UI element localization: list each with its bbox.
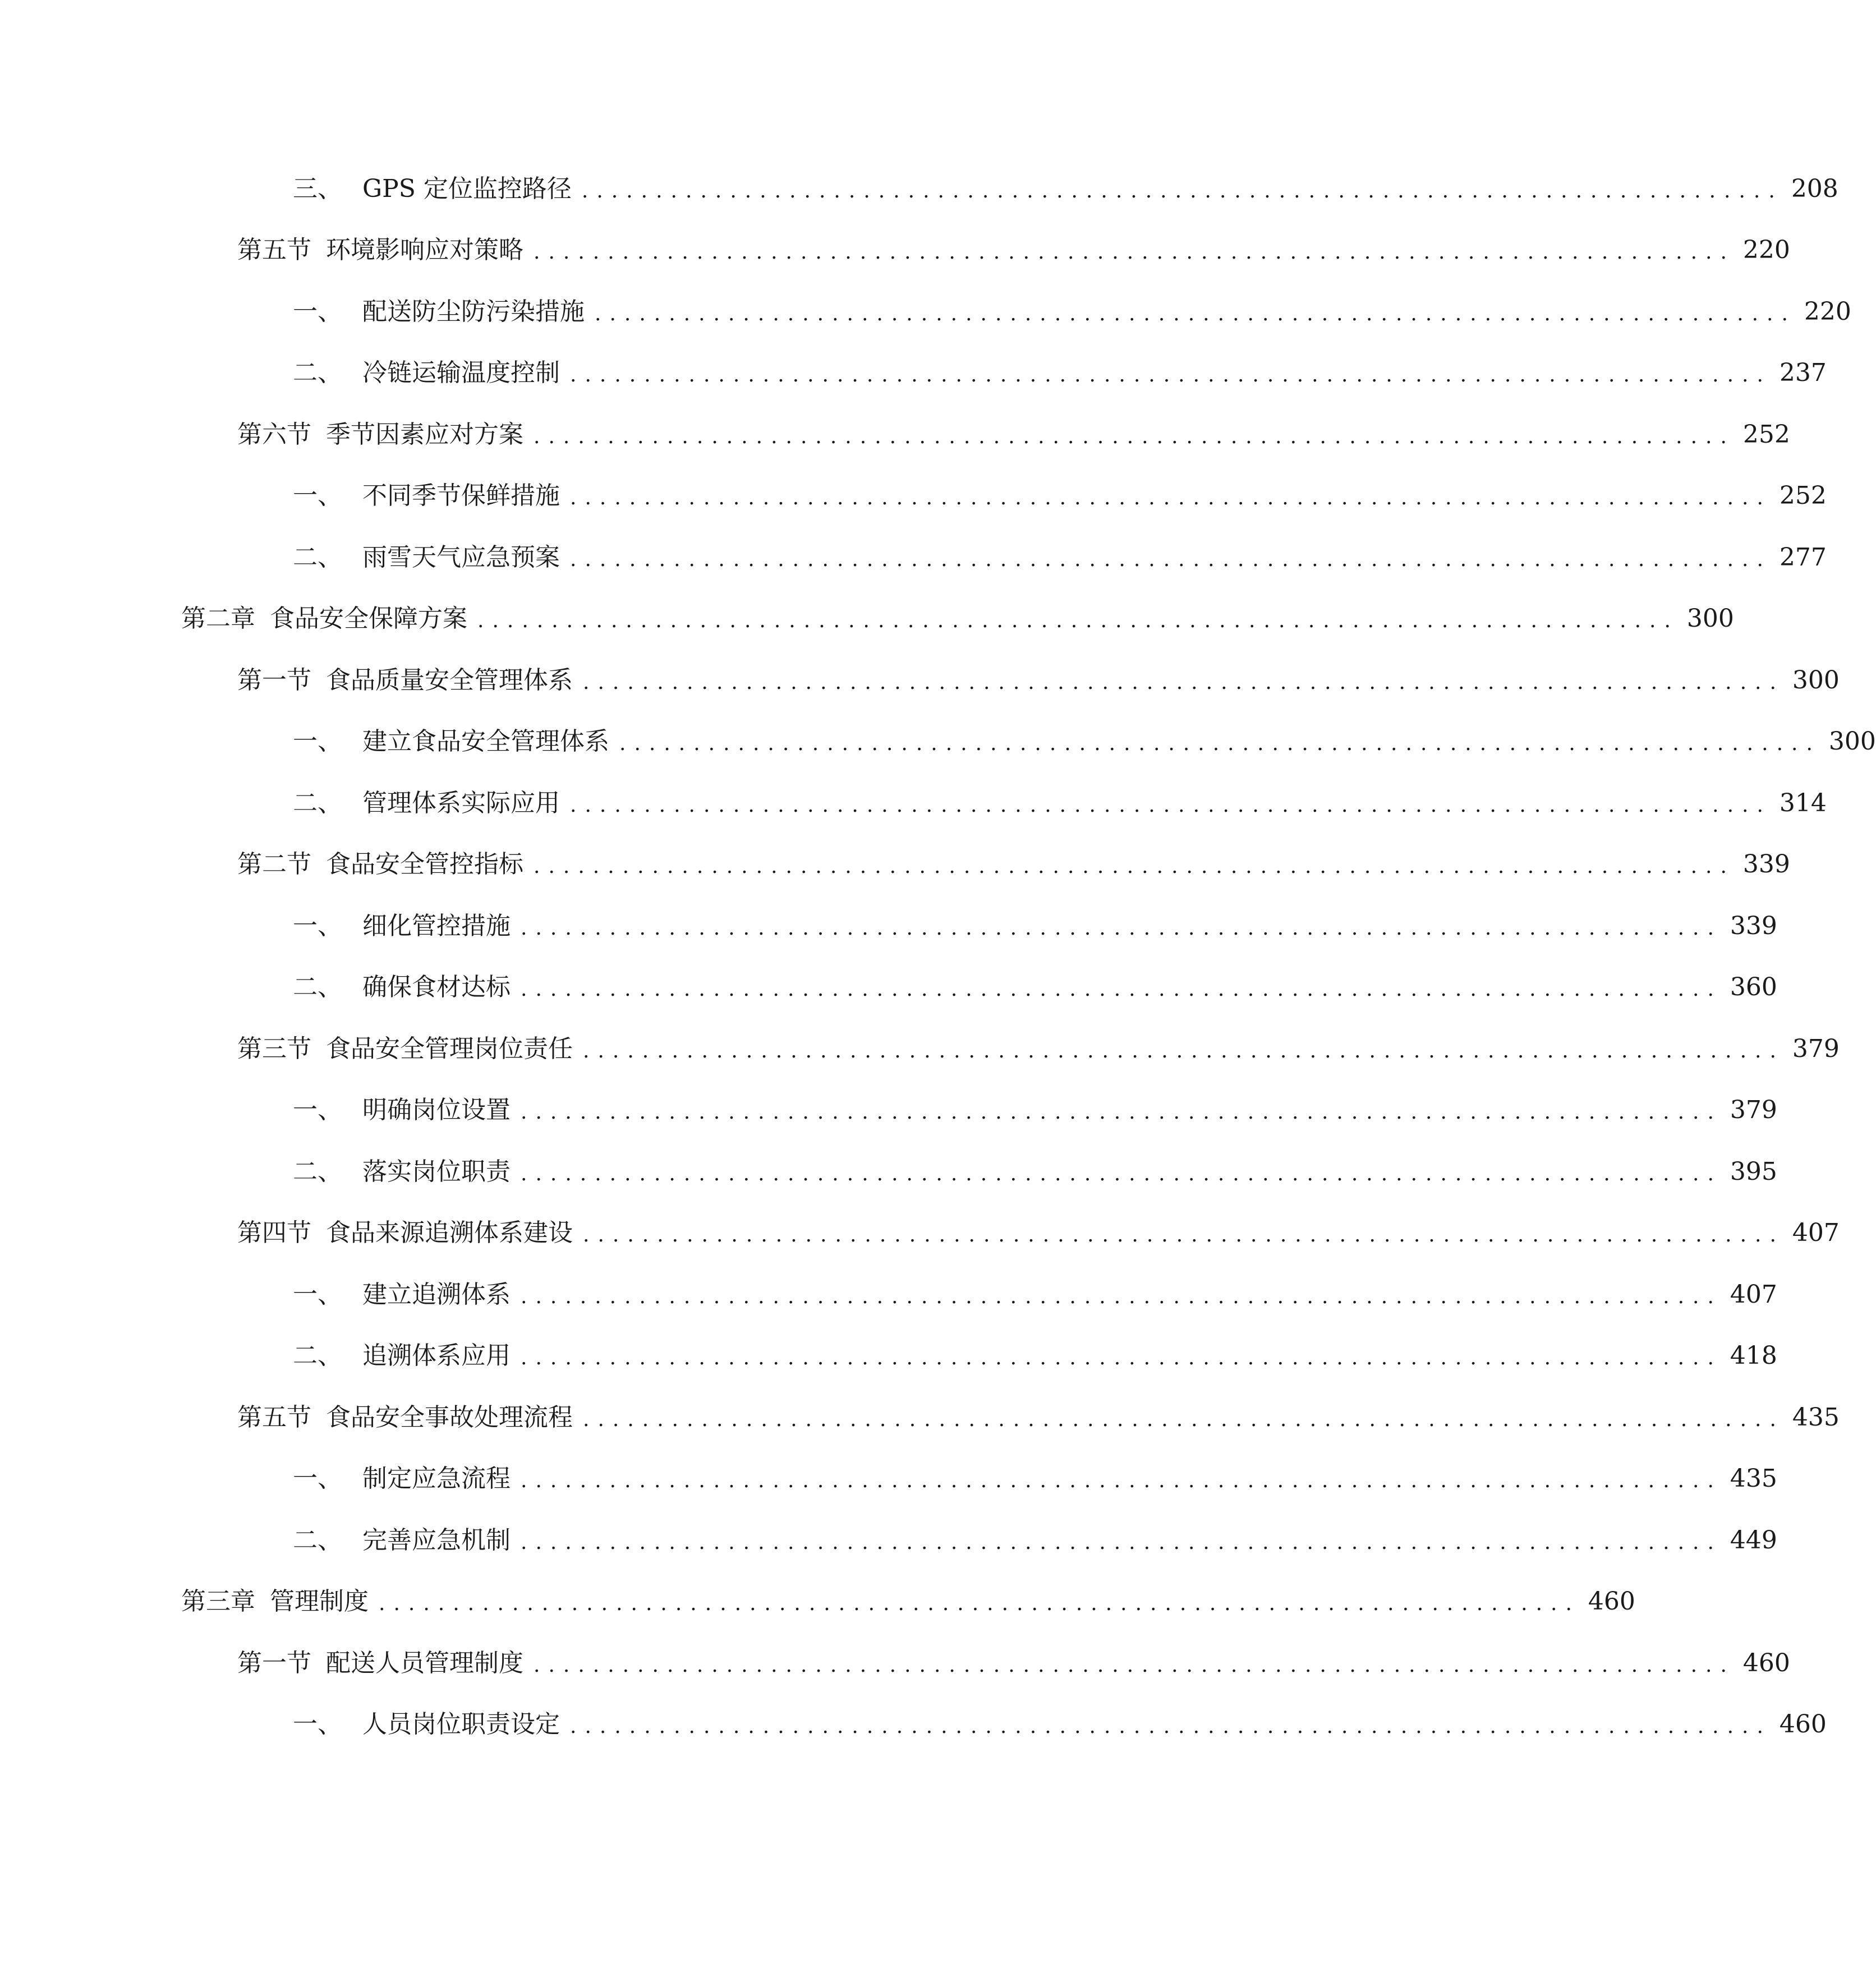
toc-entry-number: 二、: [293, 788, 342, 817]
dot-leader: .................................................................................: [570, 486, 1772, 510]
dot-leader: .................................................................................: [583, 1224, 1785, 1247]
toc-entry-page-number: 208: [1791, 174, 1838, 203]
toc-entry[interactable]: [0, 711, 1876, 773]
toc-entry-page-number: 252: [1779, 481, 1827, 511]
toc-entry-number: 二、: [293, 1157, 342, 1186]
dot-leader: .................................................................................: [521, 1162, 1722, 1185]
toc-entry-page-number: 339: [1742, 850, 1790, 879]
toc-entry-title: 细化管控措施: [362, 911, 511, 940]
toc-entry-number: 二、: [293, 973, 342, 1002]
toc-entry-page-number: 418: [1730, 1341, 1777, 1371]
toc-entry[interactable]: [0, 158, 1838, 220]
toc-entry-page-number: 407: [1730, 1280, 1777, 1309]
toc-entry-page-number: 300: [1792, 665, 1840, 695]
toc-entry-number: 三、: [293, 174, 342, 203]
toc-entry-number: 第一节: [237, 1648, 311, 1677]
toc-entry-page-number: 449: [1730, 1525, 1777, 1555]
toc-entry-number: 第三节: [237, 1034, 311, 1063]
toc-entry[interactable]: [0, 895, 1777, 957]
toc-entry[interactable]: [0, 527, 1827, 588]
toc-entry-number: 一、: [293, 297, 342, 326]
toc-entry-page-number: 360: [1730, 973, 1777, 1002]
toc-entry[interactable]: [0, 1510, 1777, 1571]
toc-entry[interactable]: [0, 343, 1827, 404]
toc-entry[interactable]: [0, 1141, 1777, 1203]
toc-entry-title: 落实岗位职责: [362, 1157, 511, 1186]
dot-leader: .................................................................................: [581, 179, 1783, 203]
dot-leader: .................................................................................: [521, 978, 1722, 1001]
toc-entry[interactable]: [0, 1571, 1635, 1633]
toc-entry-title: 冷链运输温度控制: [362, 358, 560, 388]
toc-entry-title: GPS 定位监控路径: [362, 174, 572, 203]
toc-entry-number: 第一节: [237, 665, 311, 695]
dot-leader: .................................................................................: [521, 1530, 1722, 1554]
toc-entry-title: 雨雪天气应急预案: [362, 542, 560, 572]
toc-entry-number: 一、: [293, 481, 342, 511]
toc-entry-title: 明确岗位设置: [362, 1096, 511, 1125]
toc-entry-page-number: 314: [1779, 788, 1827, 817]
toc-entry-page-number: 220: [1742, 236, 1790, 265]
toc-entry-title: 食品安全事故处理流程: [326, 1403, 573, 1432]
dot-leader: .................................................................................: [534, 241, 1735, 264]
toc-entry[interactable]: [0, 404, 1790, 466]
toc-entry-page-number: 339: [1730, 911, 1777, 940]
toc-entry[interactable]: [0, 1018, 1840, 1080]
toc-entry-number: 一、: [293, 911, 342, 940]
dot-leader: .................................................................................: [583, 1039, 1785, 1063]
toc-entry[interactable]: [0, 220, 1790, 282]
toc-entry-title: 制定应急流程: [362, 1464, 511, 1493]
toc-entry-title: 季节因素应对方案: [326, 420, 523, 449]
dot-leader: .................................................................................: [521, 1285, 1722, 1308]
toc-entry-number: 一、: [293, 1096, 342, 1125]
toc-entry[interactable]: [0, 650, 1840, 711]
toc-entry-page-number: 379: [1792, 1034, 1840, 1063]
toc-entry-page-number: 220: [1804, 297, 1851, 326]
toc-entry[interactable]: [0, 466, 1827, 527]
toc-entry-number: 第二节: [237, 850, 311, 879]
toc-entry-page-number: 237: [1779, 358, 1827, 388]
toc-entry-page-number: 300: [1686, 604, 1734, 633]
toc-entry-number: 一、: [293, 1280, 342, 1309]
dot-leader: .................................................................................: [570, 1715, 1772, 1739]
dot-leader: .................................................................................: [477, 609, 1679, 633]
toc-entry-title: 建立食品安全管理体系: [362, 727, 609, 756]
toc-entry-title: 配送人员管理制度: [326, 1648, 523, 1677]
toc-entry-number: 一、: [293, 727, 342, 756]
dot-leader: .................................................................................: [521, 1469, 1722, 1493]
toc-entry-number: 一、: [293, 1710, 342, 1739]
toc-entry[interactable]: [0, 1387, 1840, 1449]
table-of-contents: [0, 158, 1876, 1755]
dot-leader: .................................................................................: [521, 1101, 1722, 1124]
toc-entry-number: 一、: [293, 1464, 342, 1493]
toc-entry-title: 食品来源追溯体系建设: [326, 1218, 573, 1248]
toc-entry-page-number: 460: [1588, 1587, 1635, 1616]
dot-leader: .................................................................................: [595, 302, 1796, 325]
toc-entry-number: 第五节: [237, 236, 311, 265]
toc-entry-title: 确保食材达标: [362, 973, 511, 1002]
dot-leader: .................................................................................: [521, 1346, 1722, 1370]
toc-entry-title: 建立追溯体系: [362, 1280, 511, 1309]
toc-entry[interactable]: [0, 834, 1790, 896]
toc-entry-number: 二、: [293, 1341, 342, 1371]
dot-leader: .................................................................................: [570, 793, 1772, 817]
toc-entry-number: 二、: [293, 1525, 342, 1555]
toc-entry-title: 管理制度: [270, 1587, 369, 1616]
toc-entry-number: 二、: [293, 358, 342, 388]
toc-entry-title: 食品质量安全管理体系: [326, 665, 573, 695]
toc-entry[interactable]: [0, 773, 1827, 834]
toc-entry-title: 人员岗位职责设定: [362, 1710, 560, 1739]
dot-leader: .................................................................................: [534, 855, 1735, 879]
toc-entry-title: 食品安全管控指标: [326, 850, 523, 879]
toc-entry-title: 食品安全管理岗位责任: [326, 1034, 573, 1063]
toc-entry-title: 配送防尘防污染措施: [362, 297, 585, 326]
dot-leader: .................................................................................: [534, 1653, 1735, 1677]
toc-entry[interactable]: [0, 1264, 1777, 1326]
toc-entry[interactable]: [0, 1203, 1840, 1265]
toc-entry-page-number: 277: [1779, 542, 1827, 572]
toc-entry-title: 不同季节保鲜措施: [362, 481, 560, 511]
toc-entry[interactable]: [0, 1633, 1790, 1694]
toc-entry-title: 环境影响应对策略: [326, 236, 523, 265]
toc-entry-number: 第二章: [181, 604, 255, 633]
toc-entry-page-number: 460: [1779, 1710, 1827, 1739]
toc-entry[interactable]: [0, 957, 1777, 1019]
toc-entry-page-number: 460: [1742, 1648, 1790, 1677]
toc-entry[interactable]: [0, 281, 1851, 343]
toc-entry-page-number: 252: [1742, 420, 1790, 449]
toc-entry-number: 第五节: [237, 1403, 311, 1432]
dot-leader: .................................................................................: [583, 1408, 1785, 1431]
dot-leader: .................................................................................: [570, 364, 1772, 387]
toc-entry[interactable]: [0, 588, 1734, 650]
dot-leader: .................................................................................: [379, 1592, 1580, 1616]
toc-entry[interactable]: [0, 1694, 1827, 1756]
toc-entry-page-number: 300: [1828, 727, 1876, 756]
toc-entry-page-number: 435: [1730, 1464, 1777, 1493]
toc-entry-title: 食品安全保障方案: [270, 604, 467, 633]
toc-entry-number: 第六节: [237, 420, 311, 449]
toc-entry-page-number: 435: [1792, 1403, 1840, 1432]
toc-entry-page-number: 379: [1730, 1096, 1777, 1125]
dot-leader: .................................................................................: [619, 732, 1821, 756]
toc-entry-number: 第四节: [237, 1218, 311, 1248]
toc-entry-page-number: 395: [1730, 1157, 1777, 1186]
toc-entry[interactable]: [0, 1449, 1777, 1510]
dot-leader: .................................................................................: [534, 425, 1735, 448]
toc-entry[interactable]: [0, 1080, 1777, 1142]
toc-entry-number: 第三章: [181, 1587, 255, 1616]
toc-entry-title: 追溯体系应用: [362, 1341, 511, 1371]
toc-entry-page-number: 407: [1792, 1218, 1840, 1248]
toc-entry-title: 管理体系实际应用: [362, 788, 560, 817]
dot-leader: .................................................................................: [521, 916, 1722, 940]
toc-entry[interactable]: [0, 1326, 1777, 1387]
toc-entry-number: 二、: [293, 542, 342, 572]
dot-leader: .................................................................................: [583, 670, 1785, 694]
dot-leader: .................................................................................: [570, 548, 1772, 571]
toc-entry-title: 完善应急机制: [362, 1525, 511, 1555]
